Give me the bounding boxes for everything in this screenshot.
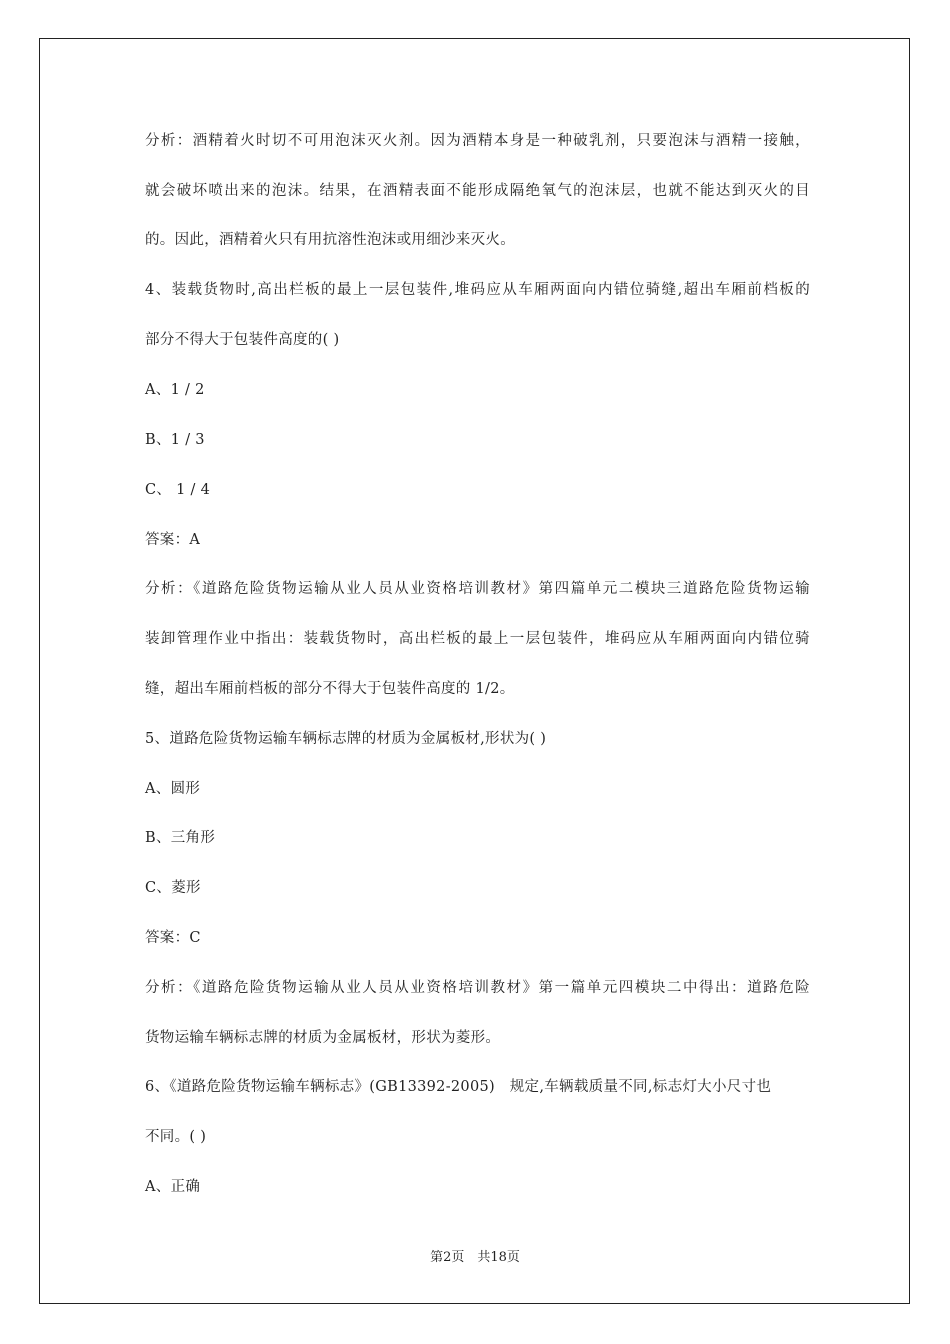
option-c: C、 1 / 4 [145, 482, 211, 498]
analysis-paragraph-line: 分析：《道路危险货物运输从业人员从业资格培训教材》第四篇单元二模块三道路危险货物运输 [145, 581, 810, 597]
option-a: A、圆形 [145, 781, 201, 797]
option-a: A、1 / 2 [145, 382, 205, 398]
option-b: B、1 / 3 [145, 432, 205, 448]
answer: 答案：C [145, 930, 201, 946]
question-6-text: 不同。( ) [145, 1129, 207, 1145]
option-a: A、正确 [145, 1179, 201, 1195]
analysis-paragraph-line: 货物运输车辆标志牌的材质为金属板材，形状为菱形。 [145, 1030, 501, 1046]
analysis-paragraph-line: 的。因此，酒精着火只有用抗溶性泡沫或用细沙来灭火。 [145, 232, 515, 248]
question-5-text: 5、道路危险货物运输车辆标志牌的材质为金属板材,形状为( ) [145, 731, 547, 747]
option-c: C、菱形 [145, 880, 201, 896]
analysis-paragraph-line: 就会破坏喷出来的泡沫。结果，在酒精表面不能形成隔绝氧气的泡沫层，也就不能达到灭火的目 [145, 183, 810, 199]
question-4-text: 4、装载货物时,高出栏板的最上一层包装件,堆码应从车厢两面向内错位骑缝,超出车厢前档板的 [145, 282, 810, 298]
page-border [39, 38, 910, 1304]
answer: 答案：A [145, 532, 201, 548]
question-4-text: 部分不得大于包装件高度的( ) [145, 332, 340, 348]
analysis-paragraph-line: 缝，超出车厢前档板的部分不得大于包装件高度的 1/2。 [145, 681, 515, 697]
analysis-paragraph-line: 装卸管理作业中指出：装载货物时，高出栏板的最上一层包装件，堆码应从车厢两面向内错位骑 [145, 631, 810, 647]
question-6-text: 6、《道路危险货物运输车辆标志》(GB13392-2005) 规定,车辆载质量不同,标志灯大小尺寸也 [145, 1079, 772, 1095]
option-b: B、三角形 [145, 830, 216, 846]
page-number-footer: 第2页 共18页 [430, 1250, 520, 1265]
analysis-paragraph-line: 分析：《道路危险货物运输从业人员从业资格培训教材》第一篇单元四模块二中得出：道路危险 [145, 980, 810, 996]
analysis-paragraph-line: 分析：酒精着火时切不可用泡沫灭火剂。因为酒精本身是一种破乳剂，只要泡沫与酒精一接触， [145, 133, 810, 149]
